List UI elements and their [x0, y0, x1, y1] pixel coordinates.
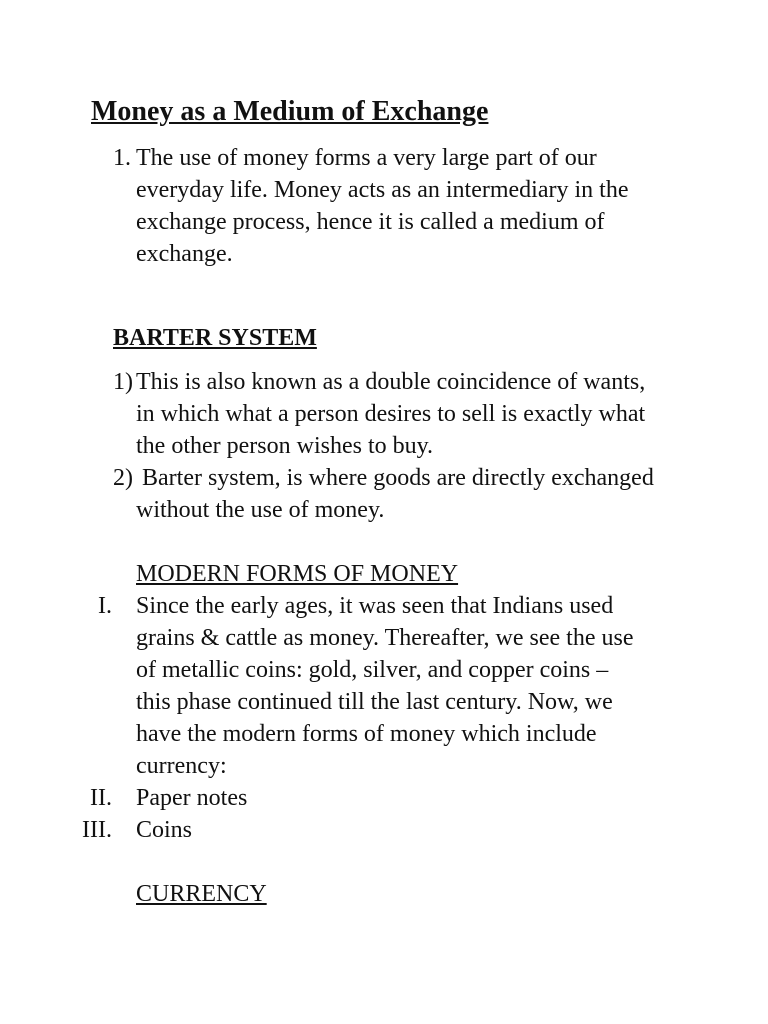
barter-item1-line-3: the other person wishes to buy. — [136, 433, 434, 459]
intro-line-1: The use of money forms a very large part of our — [136, 145, 597, 171]
modern-item1-line-4: this phase continued till the last century. Now, we — [136, 689, 613, 715]
modern-item2-marker: II. — [90, 785, 112, 811]
modern-item1-line-3: of metallic coins: gold, silver, and copper coins – — [136, 657, 609, 683]
currency-heading: CURRENCY — [136, 881, 267, 907]
barter-item1-line-2: in which what a person desires to sell is exactly what — [136, 401, 646, 427]
intro-marker: 1. — [113, 145, 131, 171]
intro-line-4: exchange. — [136, 241, 233, 267]
intro-line-3: exchange process, hence it is called a medium of — [136, 209, 605, 235]
modern-item1-line-2: grains & cattle as money. Thereafter, we see the use — [136, 625, 634, 651]
intro-line-2: everyday life. Money acts as an intermediary in the — [136, 177, 629, 203]
page-title: Money as a Medium of Exchange — [91, 96, 489, 127]
barter-heading: BARTER SYSTEM — [113, 325, 317, 351]
barter-item1-line-1: This is also known as a double coincidence of wants, — [136, 369, 646, 395]
modern-heading: MODERN FORMS OF MONEY — [136, 561, 459, 587]
barter-item1-marker: 1) — [113, 369, 133, 395]
modern-item3-line-1: Coins — [136, 817, 193, 843]
barter-item2-marker: 2) — [113, 465, 133, 491]
modern-item3-marker: III. — [82, 817, 112, 843]
modern-item1-marker: I. — [98, 593, 112, 619]
modern-item1-line-6: currency: — [136, 753, 227, 779]
modern-item1-line-5: have the modern forms of money which include — [136, 721, 597, 747]
barter-item2-line-1: Barter system, is where goods are directly exchanged — [142, 465, 654, 491]
modern-item1-line-1: Since the early ages, it was seen that Indians used — [136, 593, 614, 619]
barter-item2-line-2: without the use of money. — [136, 497, 385, 523]
modern-item2-line-1: Paper notes — [136, 785, 248, 811]
